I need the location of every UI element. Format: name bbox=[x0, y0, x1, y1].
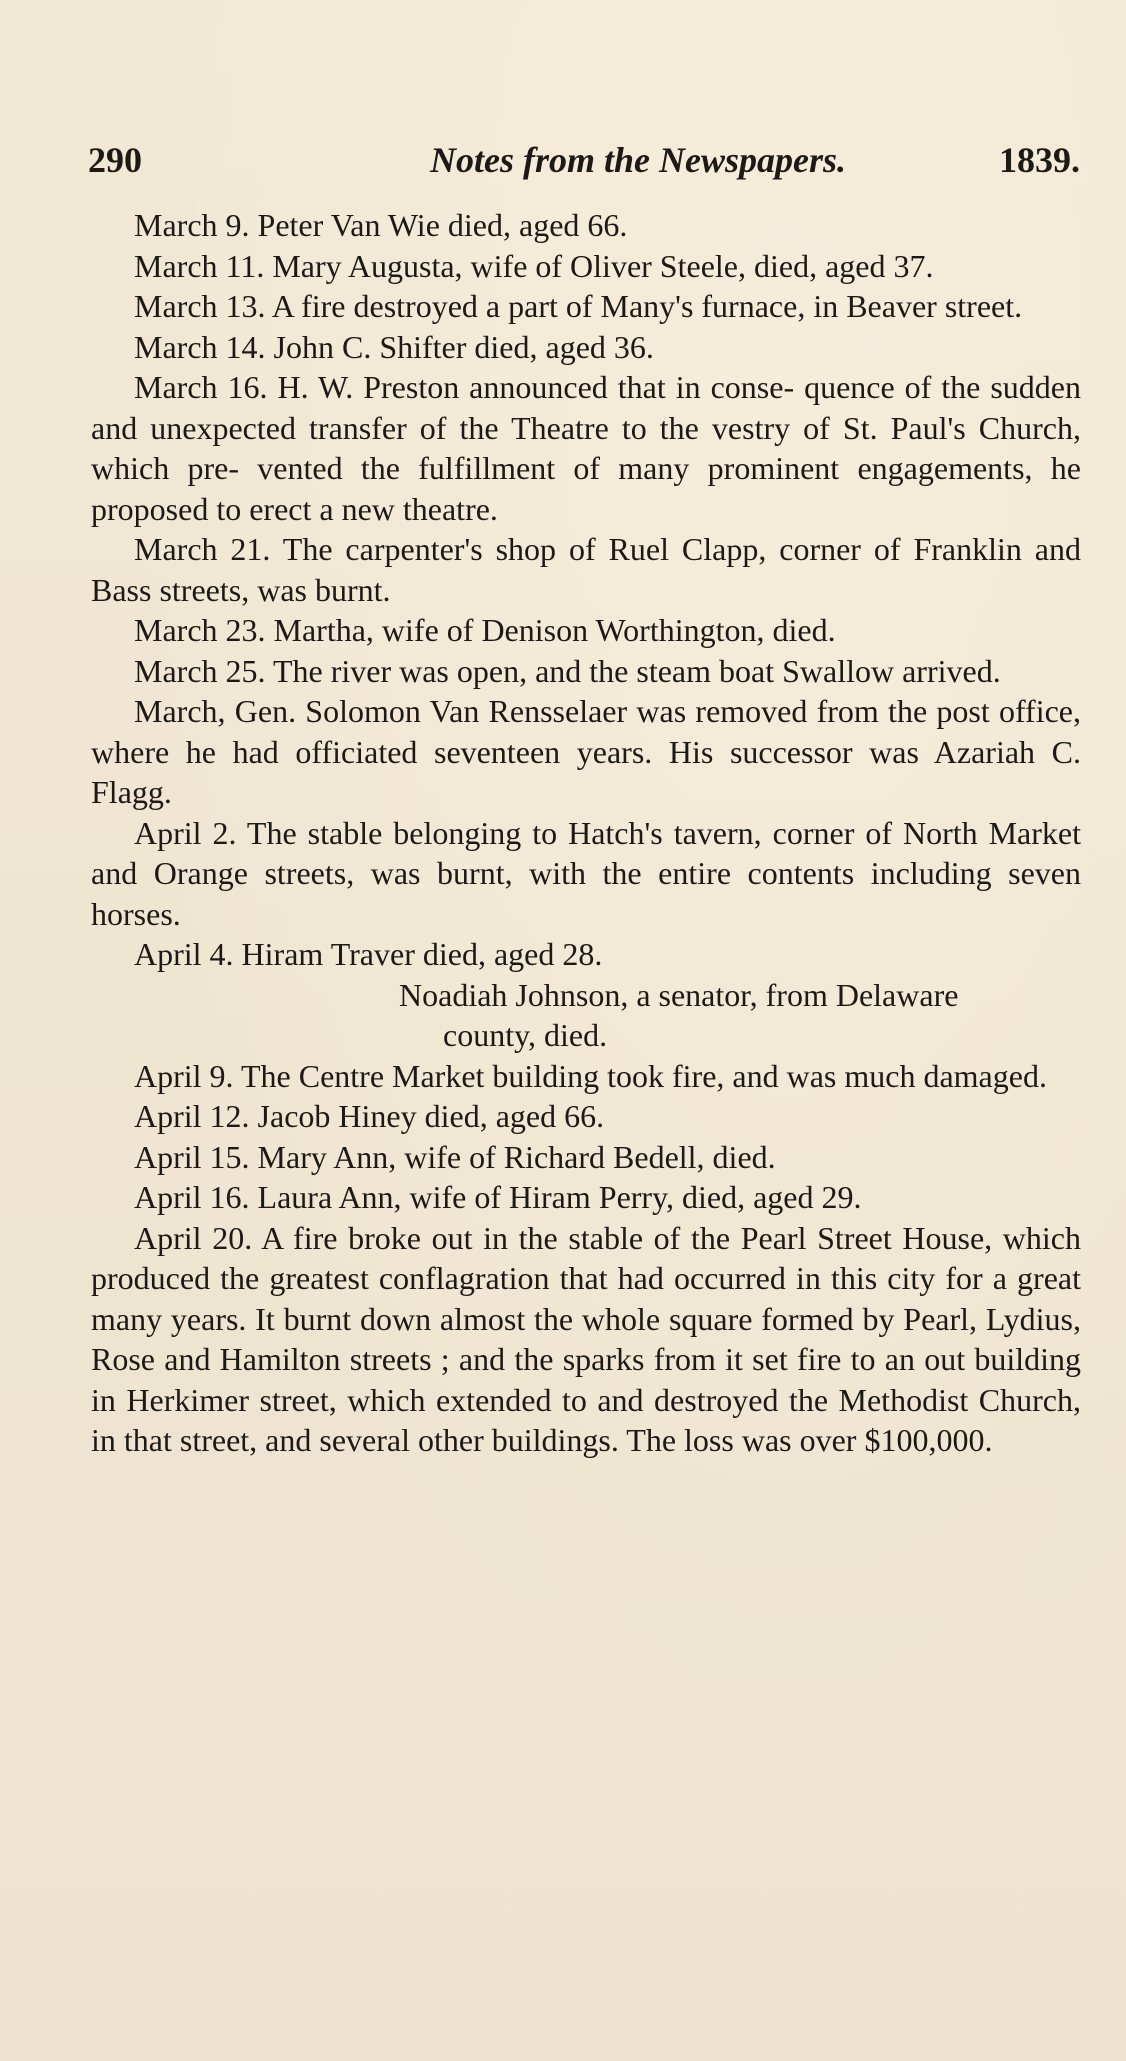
entry-april-4: April 4. Hiram Traver died, aged 28. bbox=[134, 936, 603, 972]
entry-april-16: April 16. Laura Ann, wife of Hiram Perry, died, aged 29. bbox=[134, 1179, 862, 1215]
entry-march-14: March 14. John C. Shifter died, aged 36. bbox=[134, 328, 654, 365]
sub-entry-line-2: county, died. bbox=[443, 1017, 608, 1053]
entry-march-21: March 21. The carpenter's shop of Ruel Clapp, corner of Franklin and Bass streets, was burnt. bbox=[91, 531, 1081, 608]
entry-april-4-sub bbox=[91, 975, 1081, 1056]
entry-april-20: April 20. A fire broke out in the stable of the Pearl Street House, which produced the greatest conflagration that had occurred in this city for a great many years. It burnt down almost the whole square formed by Pearl, Lydius, Rose and Hamilton streets ; and the sparks from it set fire to an out building in Herkimer street, which extended to and destroyed the Methodist Church, in that street, and several other buildings. The loss was over $100,000. bbox=[91, 1219, 1081, 1458]
entry-march-13: March 13. A fire destroyed a part of Many's furnace, in Beaver street. bbox=[134, 288, 1023, 324]
entry-april-15: April 15. Mary Ann, wife of Richard Bedell, died. bbox=[134, 1138, 776, 1175]
entry-march-23: March 23. Martha, wife of Denison Worthington, died. bbox=[134, 612, 836, 648]
sub-entry-line-1: Noadiah Johnson, a senator, from Delaware bbox=[399, 976, 959, 1013]
entry-april-12: April 12. Jacob Hiney died, aged 66. bbox=[134, 1098, 605, 1134]
entry-april-2: April 2. The stable belonging to Hatch's tavern, corner of North Market and Orange streets, was burnt, with the entire contents including seven horses. bbox=[91, 814, 1081, 932]
page-header bbox=[88, 135, 1080, 185]
entry-march-post-office: March, Gen. Solomon Van Rensselaer was removed from the post office, where he had officiated seventeen years. His successor was Azariah C. Flagg. bbox=[91, 693, 1081, 810]
entry-march-25: March 25. The river was open, and the steam boat Swallow arrived. bbox=[134, 652, 1001, 689]
entry-march-11: March 11. Mary Augusta, wife of Oliver Steele, died, aged 37. bbox=[134, 247, 934, 284]
page-number: 290 bbox=[88, 140, 142, 180]
running-title: Notes from the Newspapers. bbox=[430, 140, 846, 180]
entry-march-16: March 16. H. W. Preston announced that in conse- quence of the sudden and unexpected transfer of the Theatre to the vestry of St. Paul's Church, which pre- vented the fulfillment of many prominent engagements, he proposed to erect a new theatre. bbox=[91, 369, 1081, 527]
entry-april-9: April 9. The Centre Market building took fire, and was much damaged. bbox=[134, 1057, 1047, 1094]
header-year: 1839. bbox=[999, 140, 1080, 180]
entry-march-9: March 9. Peter Van Wie died, aged 66. bbox=[134, 207, 628, 243]
page-body bbox=[91, 205, 1081, 1461]
